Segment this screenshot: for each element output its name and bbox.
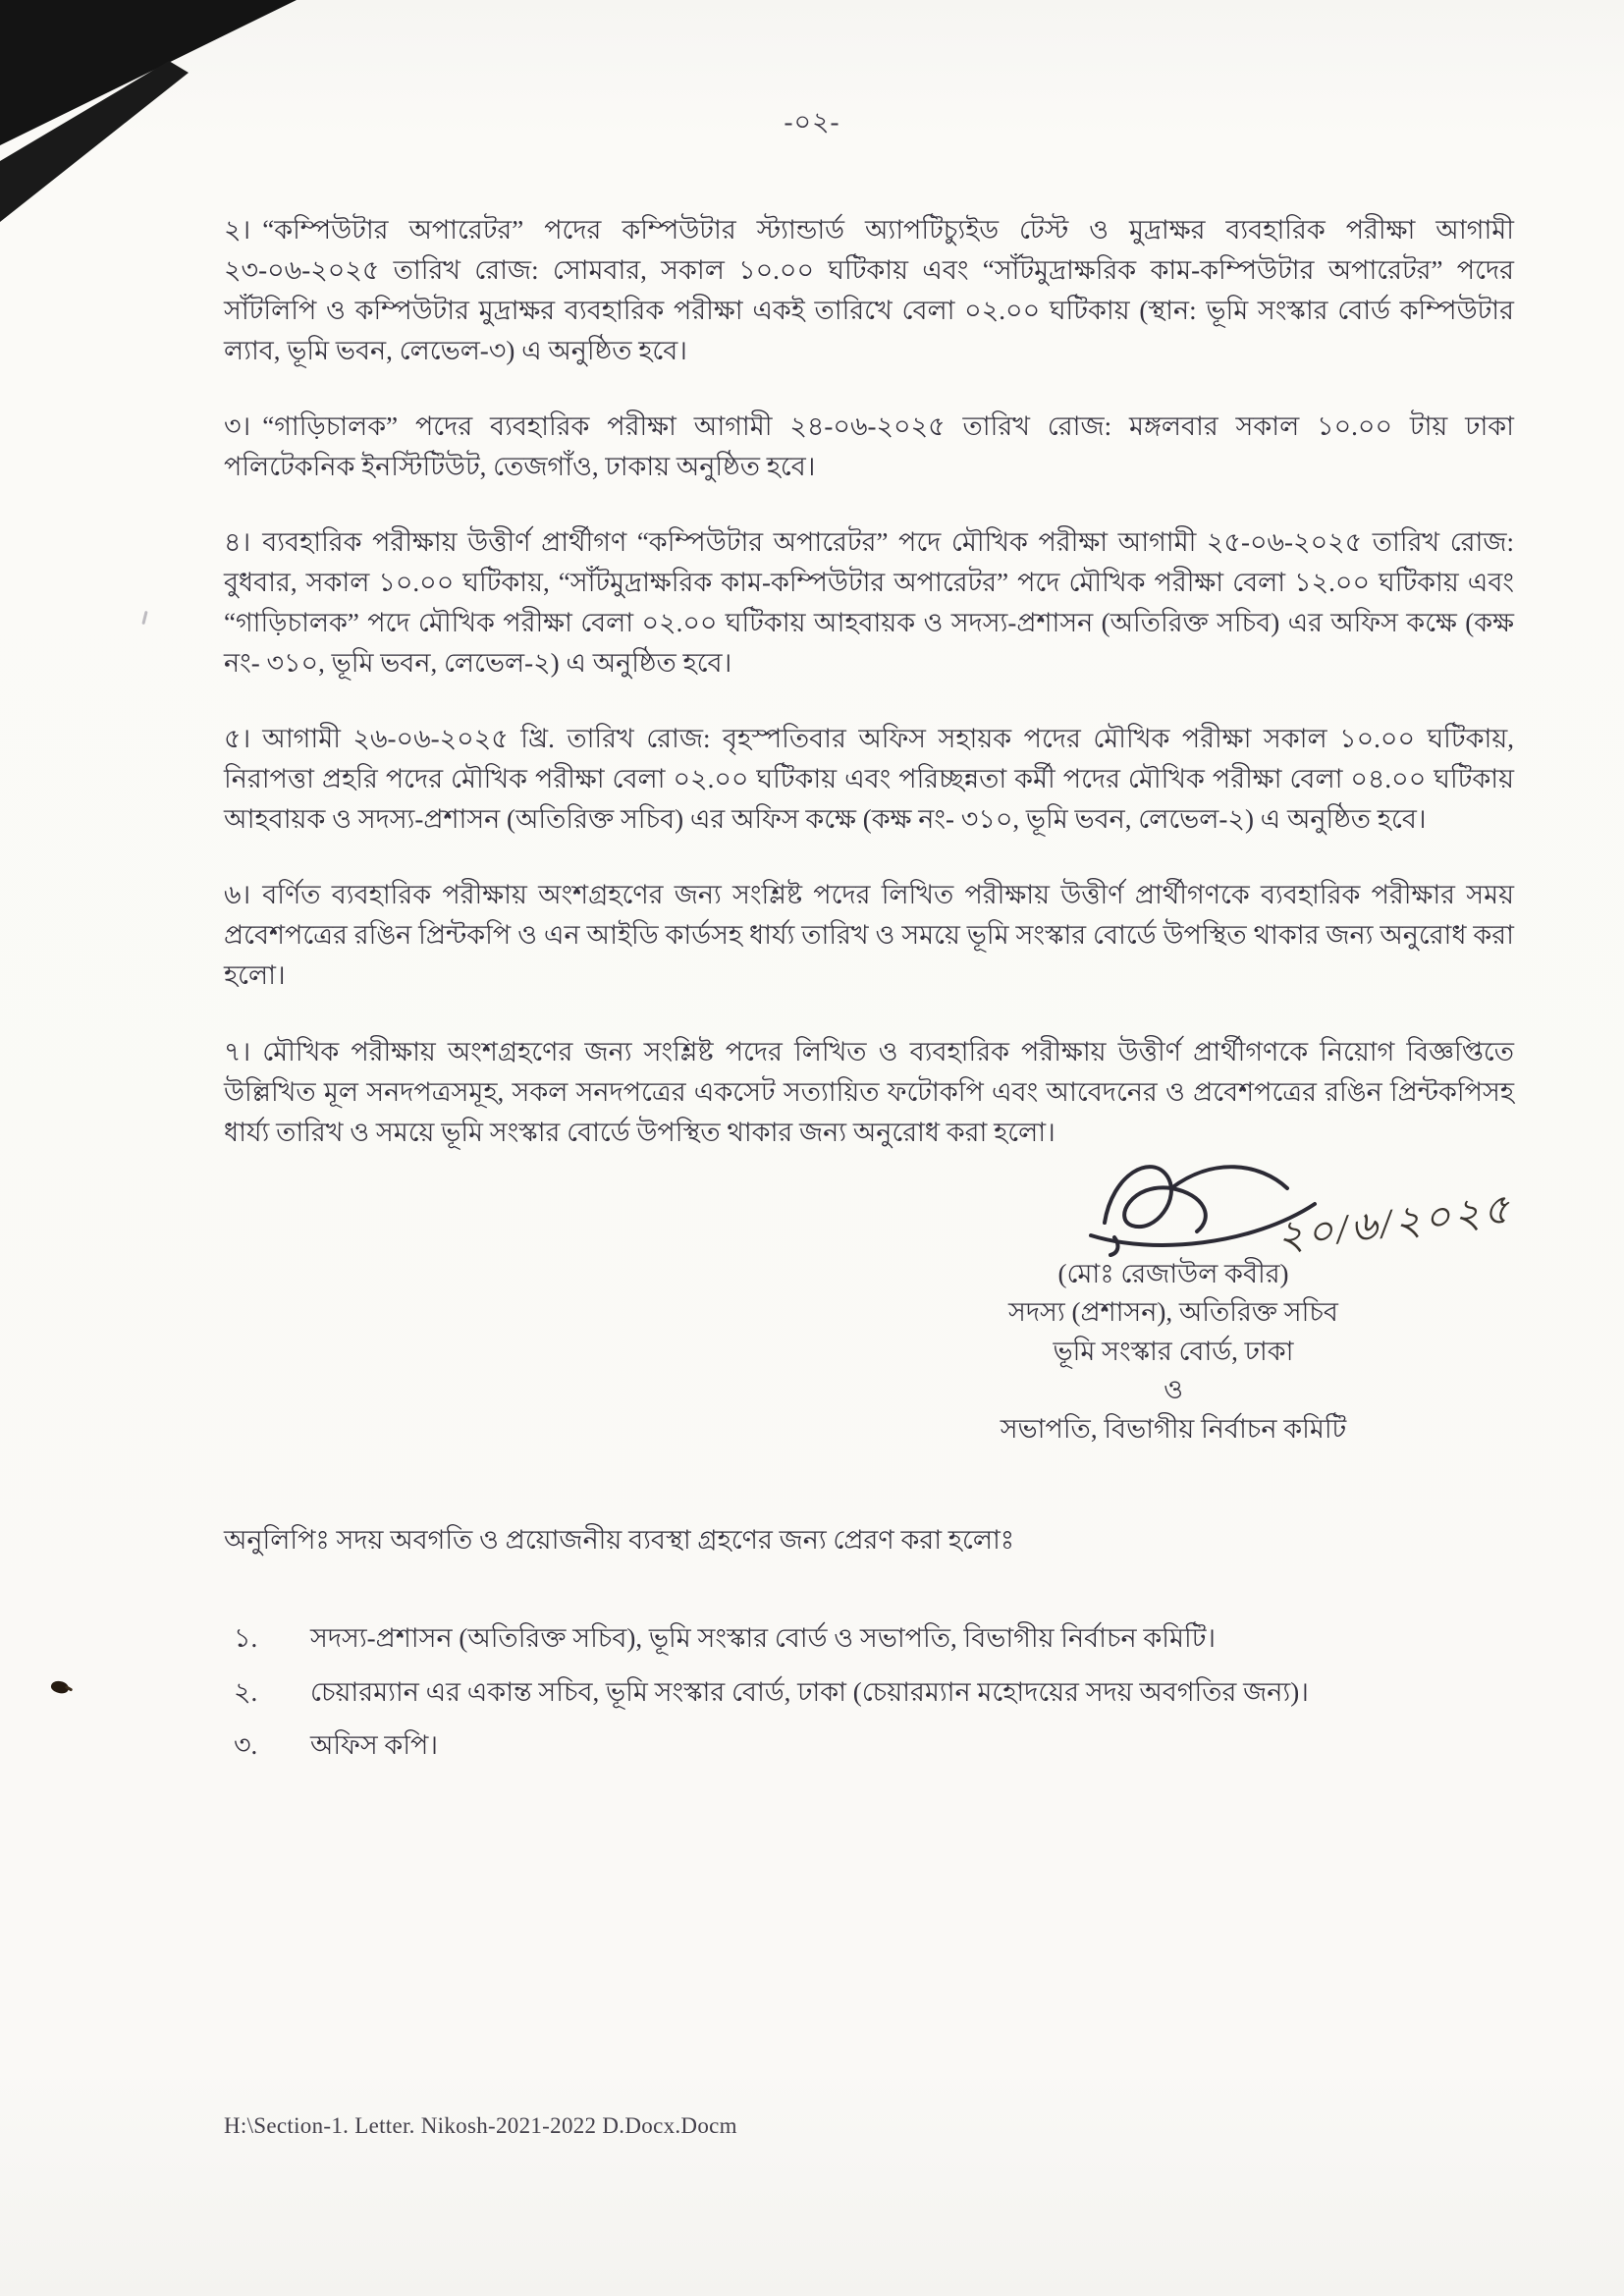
copy-list-item [234,1672,1471,1713]
signatory-title: সদস্য (প্রশাসন), অতিরিক্ত সচিব [1008,1297,1338,1328]
signatory-org: ভূমি সংস্কার বোর্ড, ঢাকা [1053,1336,1294,1366]
copy-item-text: চেয়ারম্যান এর একান্ত সচিব, ভূমি সংস্কার বোর্ড, ঢাকা (চেয়ারম্যান মহোদয়ের সদয় অবগতির জন্য)। [310,1676,1309,1707]
copy-item-text: সদস্য-প্রশাসন (অতিরিক্ত সচিব), ভূমি সংস্কার বোর্ড ও সভাপতি, বিভাগীয় নির্বাচন কমিটি। [310,1623,1217,1653]
paragraph-number: ৩। [224,411,251,442]
signatory-name: (মোঃ রেজাউল কবীর) [1057,1259,1289,1288]
paragraph [224,407,1514,487]
copy-list [234,1618,1471,1779]
paragraph-number: ৫। [224,724,251,754]
copy-item-number: ৩. [234,1730,258,1760]
paragraph [224,1032,1514,1153]
paragraph-number: ৬। [224,880,251,910]
paragraph-number: ২। [224,215,251,245]
copy-list-item [234,1725,1471,1766]
paragraph-text: “গাড়িচালক” পদের ব্যবহারিক পরীক্ষা আগামী ২৪-০৬-২০২৫ তারিখ রোজ: মঙ্গলবার সকাল ১০.০০ টায় ঢাকা পলিটেকনিক ইনস্টিটিউট, তেজগাঁও, ঢাকায় অনুষ্ঠিত হবে। [224,411,1514,482]
copy-item-number: ২. [234,1676,258,1707]
paragraph-text: বর্ণিত ব্যবহারিক পরীক্ষায় অংশগ্রহণের জন্য সংশ্লিষ্ট পদের লিখিত পরীক্ষায় উত্তীর্ণ প্রার্থীগণকে ব্যবহারিক পরীক্ষার সময় প্রবেশপত্রের রঙিন প্রিন্টকপি ও এন আইডি কার্ডসহ ধার্য্য তারিখ ও সময়ে ভূমি সংস্কার বোর্ডে উপস্থিত থাকার জন্য অনুরোধ করা হলো। [224,880,1514,991]
paragraph-text: আগামী ২৬-০৬-২০২৫ খ্রি. তারিখ রোজ: বৃহস্পতিবার অফিস সহায়ক পদের মৌখিক পরীক্ষা সকাল ১০.০০ ঘটিকায়, নিরাপত্তা প্রহরি পদের মৌখিক পরীক্ষা বেলা ০২.০০ ঘটিকায় এবং পরিচ্ছন্নতা কর্মী পদের মৌখিক পরীক্ষা বেলা ০৪.০০ ঘটিকায় আহবায়ক ও সদস্য-প্রশাসন (অতিরিক্ত সচিব) এর অফিস কক্ষে (কক্ষ নং- ৩১০, ভূমি ভবন, লেভেল-২) এ অনুষ্ঠিত হবে। [224,724,1514,835]
paragraph-number: ৪। [224,527,251,558]
paragraph [224,522,1514,683]
copy-item-number: ১. [234,1623,258,1653]
letter-body [224,210,1514,1188]
handwritten-date: ২০/৬/২০২৫ [1273,1186,1516,1261]
page-number: -০২- [784,107,840,137]
signatory-role: সভাপতি, বিভাগীয় নির্বাচন কমিটি [1000,1413,1347,1444]
signature-conjunction: ও [1164,1375,1183,1405]
paragraph [224,210,1514,371]
paragraph-text: ব্যবহারিক পরীক্ষায় উত্তীর্ণ প্রার্থীগণ “কম্পিউটার অপারেটর” পদে মৌখিক পরীক্ষা আগামী ২৫-০৬-২০২৫ তারিখ রোজ: বুধবার, সকাল ১০.০০ ঘটিকায়, “সাঁটমুদ্রাক্ষরিক কাম-কম্পিউটার অপারেটর” পদে মৌখিক পরীক্ষা বেলা ১২.০০ ঘটিকায় এবং “গাড়িচালক” পদে মৌখিক পরীক্ষা বেলা ০২.০০ ঘটিকায় আহবায়ক ও সদস্য-প্রশাসন (অতিরিক্ত সচিব) এর অফিস কক্ষে (কক্ষ নং- ৩১০, ভূমি ভবন, লেভেল-২) এ অনুষ্ঠিত হবে। [224,527,1514,679]
ink-speck-artifact [50,1679,71,1696]
paragraph-number: ৭। [224,1036,251,1066]
paragraph-text: মৌখিক পরীক্ষায় অংশগ্রহণের জন্য সংশ্লিষ্ট পদের লিখিত ও ব্যবহারিক পরীক্ষায় উত্তীর্ণ প্রার্থীগণকে নিয়োগ বিজ্ঞপ্তিতে উল্লিখিত মূল সনদপত্রসমূহ, সকল সনদপত্রের একসেট সত্যায়িত ফটোকপি এবং আবেদনের ও প্রবেশপত্রের রঙিন প্রিন্টকপিসহ ধার্য্য তারিখ ও সময়ে ভূমি সংস্কার বোর্ডে উপস্থিত থাকার জন্য অনুরোধ করা হলো। [224,1036,1514,1147]
copy-list-item [234,1618,1471,1659]
paragraph-text: “কম্পিউটার অপারেটর” পদের কম্পিউটার স্ট্যান্ডার্ড অ্যাপটিচ্যুইড টেস্ট ও মুদ্রাক্ষর ব্যবহারিক পরীক্ষা আগামী ২৩-০৬-২০২৫ তারিখ রোজ: সোমবার, সকাল ১০.০০ ঘটিকায় এবং “সাঁটমুদ্রাক্ষরিক কাম-কম্পিউটার অপারেটর” পদের সাঁটলিপি ও কম্পিউটার মুদ্রাক্ষর ব্যবহারিক পরীক্ষা একই তারিখে বেলা ০২.০০ ঘটিকায় (স্থান: ভূমি সংস্কার বোর্ড কম্পিউটার ল্যাব, ভূমি ভবন, লেভেল-৩) এ অনুষ্ঠিত হবে। [224,215,1514,366]
copy-section-heading: অনুলিপিঃ সদয় অবগতি ও প্রয়োজনীয় ব্যবস্থা গ্রহণের জন্য প্রেরণ করা হলোঃ [224,1525,1015,1555]
signature-block [943,1255,1404,1449]
paragraph [224,875,1514,996]
footer-file-path: H:\Section-1. Letter. Nikosh-2021-2022 D.Docx.Docm [224,2113,737,2138]
stray-mark-artifact [141,611,147,625]
copy-item-text: অফিস কপি। [310,1730,439,1760]
paragraph [224,719,1514,840]
